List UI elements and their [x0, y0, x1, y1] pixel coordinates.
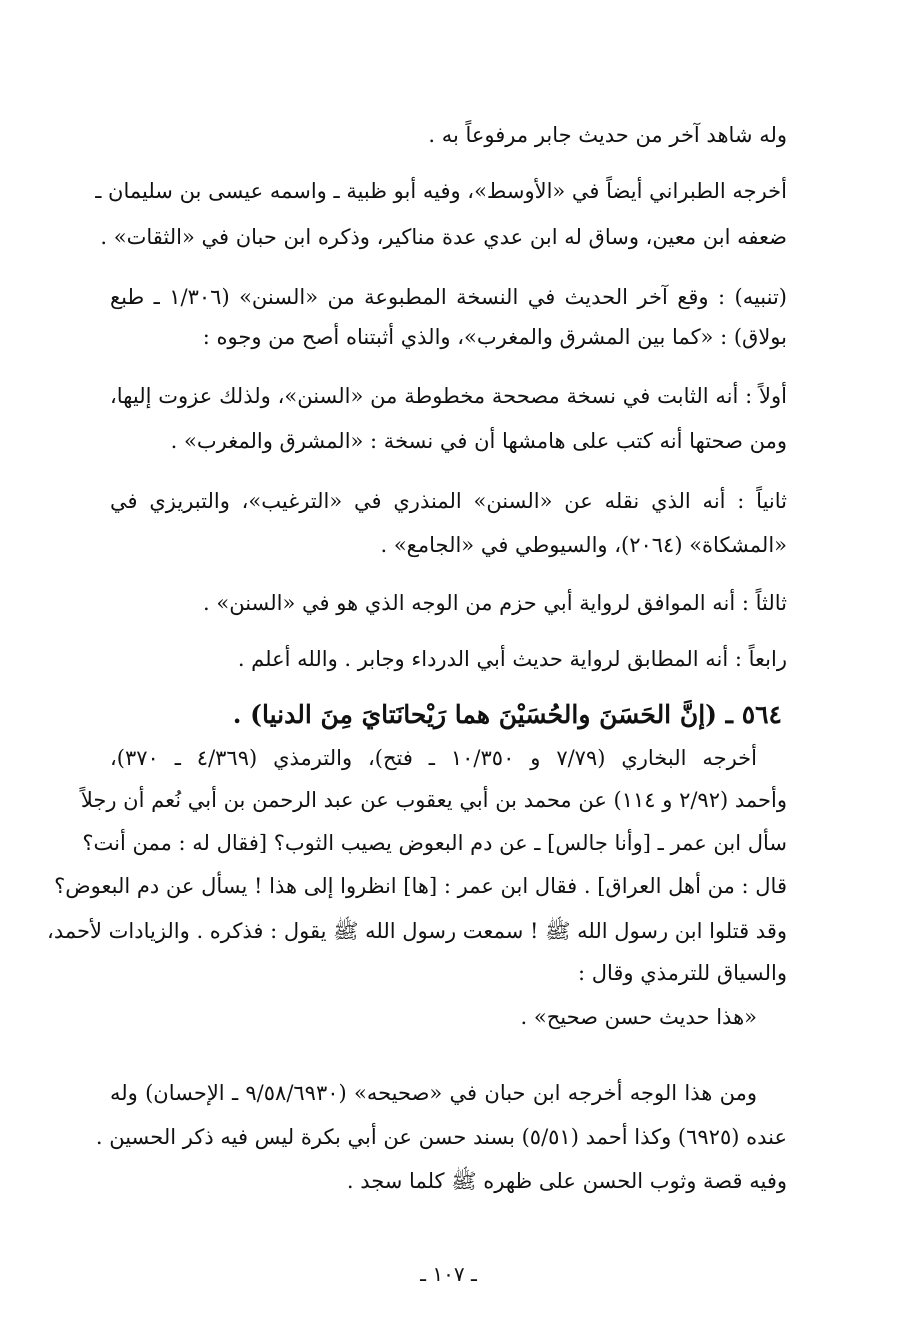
- text-line: قال : من أهل العراق] . فقال ابن عمر : [ها] انظروا إلى هذا ! يسأل عن دم البعوض؟: [54, 874, 787, 898]
- text-line: بولاق) : «كما بين المشرق والمغرب»، والذي أثبتناه أصح من وجوه :: [202, 325, 787, 349]
- text-line: ثانياً : أنه الذي نقله عن «السنن» المنذري في «الترغيب»، والتبريزي في: [110, 489, 787, 513]
- hadith-heading: ٥٦٤ ـ (إنَّ الحَسَنَ والحُسَيْنَ هما رَيْحانَتايَ مِنَ الدنيا) .: [232, 700, 782, 729]
- text-line: «المشكاة» (٢٠٦٤)، والسيوطي في «الجامع» .: [380, 533, 787, 557]
- text-line: رابعاً : أنه المطابق لرواية حديث أبي الدرداء وجابر . والله أعلم .: [237, 647, 787, 671]
- text-line: «هذا حديث حسن صحيح» .: [520, 1005, 757, 1029]
- page-number: ـ ١٠٧ ـ: [420, 1262, 477, 1286]
- text-line: وفيه قصة وثوب الحسن على ظهره ﷺ كلما سجد .: [346, 1169, 787, 1193]
- text-line: والسياق للترمذي وقال :: [577, 961, 787, 985]
- text-line: ضعفه ابن معين، وساق له ابن عدي عدة مناكير، وذكره ابن حبان في «الثقات» .: [100, 225, 787, 249]
- text-line: ثالثاً : أنه الموافق لرواية أبي حزم من الوجه الذي هو في «السنن» .: [203, 591, 787, 615]
- text-line: وأحمد (٢/٩٢ و ١١٤) عن محمد بن أبي يعقوب عن عبد الرحمن بن أبي نُعم أن رجلاً: [80, 788, 787, 812]
- text-line: أخرجه الطبراني أيضاً في «الأوسط»، وفيه أبو ظبية ـ واسمه عيسى بن سليمان ـ: [95, 179, 787, 203]
- text-line: ومن هذا الوجه أخرجه ابن حبان في «صحيحه» (٩/٥٨/٦٩٣٠ ـ الإحسان) وله: [110, 1081, 757, 1105]
- text-line: وقد قتلوا ابن رسول الله ﷺ ! سمعت رسول الله ﷺ يقول : فذكره . والزيادات لأحمد،: [47, 919, 787, 943]
- text-line: (تنبيه) : وقع آخر الحديث في النسخة المطبوعة من «السنن» (١/٣٠٦ ـ طبع: [110, 285, 788, 309]
- text-line: سأل ابن عمر ـ [وأنا جالس] ـ عن دم البعوض يصيب الثوب؟ [فقال له : ممن أنت؟: [82, 831, 787, 855]
- text-line: عنده (٦٩٢٥) وكذا أحمد (٥/٥١) بسند حسن عن أبي بكرة ليس فيه ذكر الحسين .: [95, 1125, 787, 1149]
- text-line: ومن صحتها أنه كتب على هامشها أن في نسخة : «المشرق والمغرب» .: [170, 429, 787, 453]
- text-line: وله شاهد آخر من حديث جابر مرفوعاً به .: [428, 123, 787, 147]
- text-line: أخرجه البخاري (٧/٧٩ و ١٠/٣٥٠ ـ فتح)، والترمذي (٤/٣٦٩ ـ ٣٧٠)،: [110, 746, 757, 770]
- text-line: أولاً : أنه الثابت في نسخة مصححة مخطوطة من «السنن»، ولذلك عزوت إليها،: [110, 384, 787, 408]
